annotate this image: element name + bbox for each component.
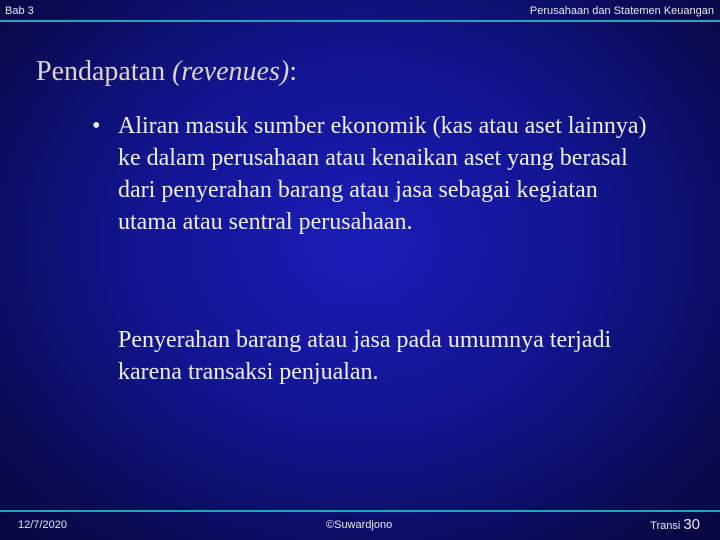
definition-text: Aliran masuk sumber ekonomik (kas atau aset lainnya) ke dalam perusahaan atau kenaikan aset yang berasal dari penyerahan barang atau jasa sebagai kegiatan utama atau sentral perusahaan. (118, 113, 647, 235)
chapter-label: Bab 3 (5, 5, 34, 17)
course-title: Perusahaan dan Statemen Keuangan (529, 5, 714, 17)
slide-footer (0, 510, 720, 540)
definition-bullet (92, 110, 652, 238)
slide-label: Transi (650, 520, 681, 532)
slide-number-value: 30 (683, 516, 700, 533)
bullet-icon: • (92, 113, 101, 139)
slide-title (36, 56, 297, 88)
footer-divider (0, 510, 720, 512)
footer-date: 12/7/2020 (18, 519, 67, 531)
footer-author: ©Suwardjono (326, 519, 393, 531)
header-divider (0, 20, 720, 22)
secondary-paragraph: Penyerahan barang atau jasa pada umumnya terjadi karena transaksi penjualan. (118, 327, 612, 385)
slide-number (650, 516, 700, 533)
slide-header (0, 0, 720, 24)
title-main: Pendapatan (36, 56, 173, 87)
title-italic: (revenues) (172, 56, 290, 87)
title-colon: : (289, 56, 297, 87)
